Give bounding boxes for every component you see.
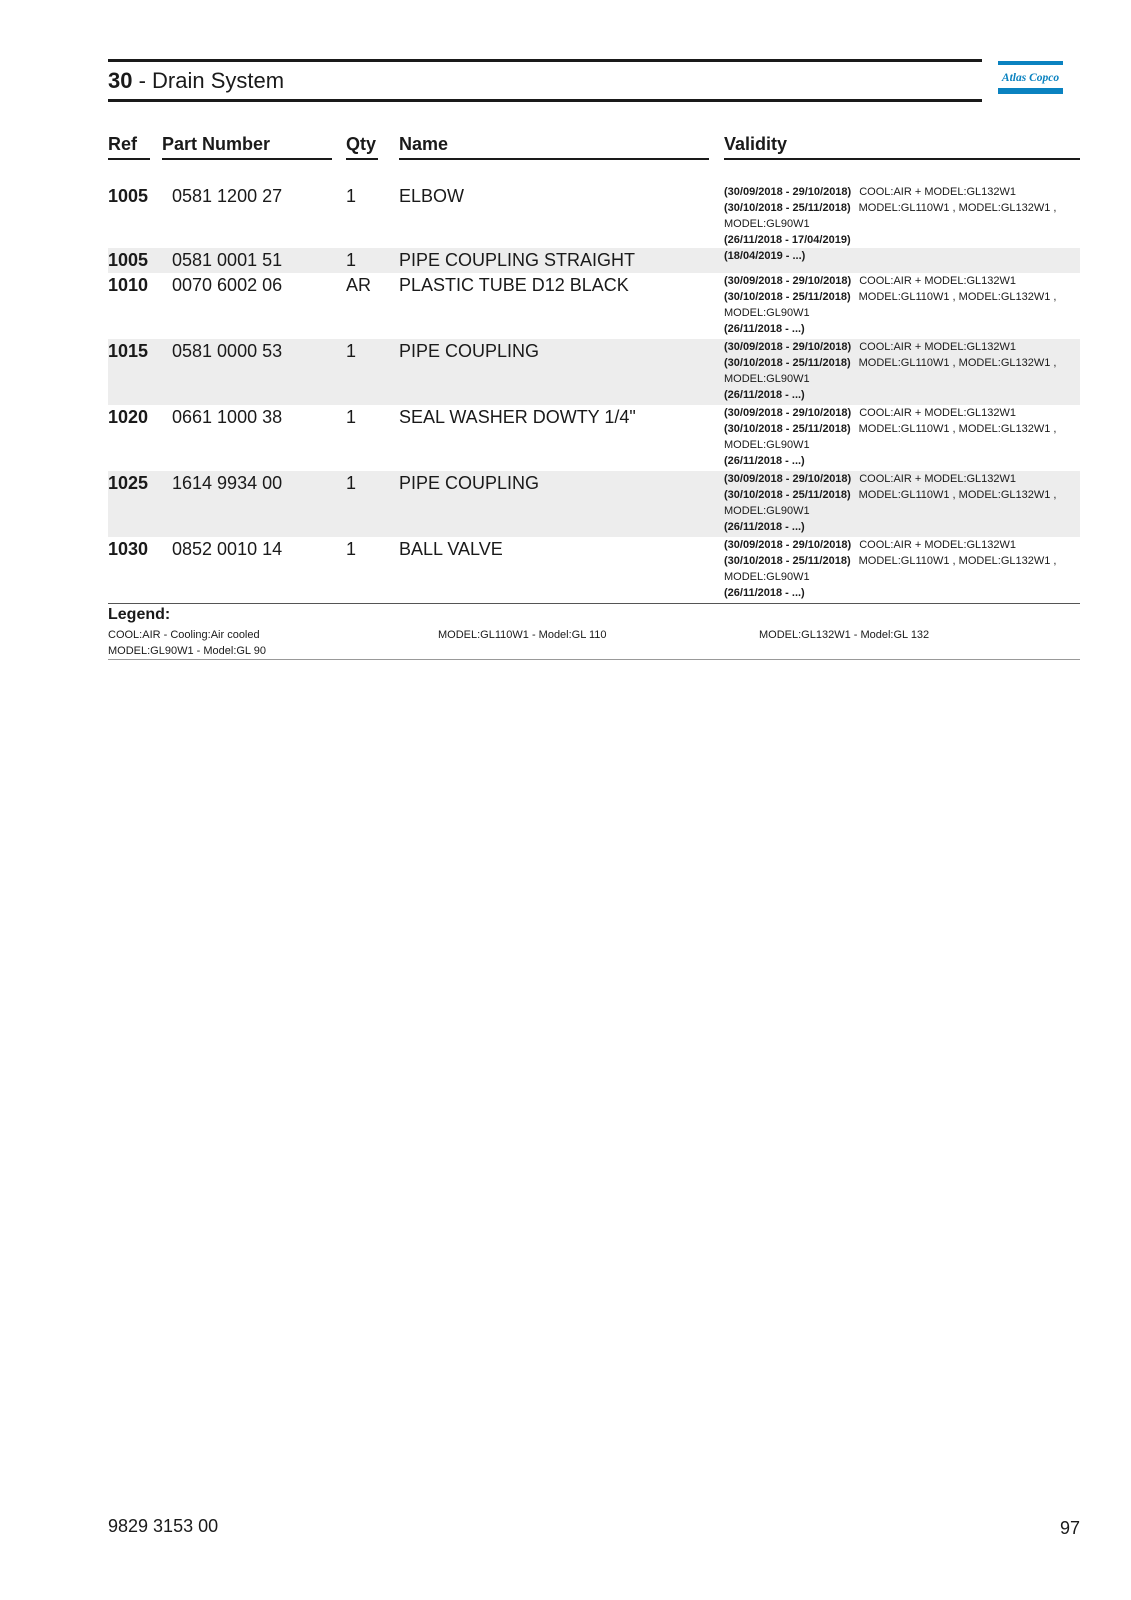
validity-date: (26/11/2018 - 17/04/2019) xyxy=(724,234,851,246)
validity-condition: MODEL:GL110W1 , MODEL:GL132W1 , xyxy=(858,555,1057,567)
legend-item: COOL:AIR - Cooling:Air cooled xyxy=(108,629,260,641)
validity-date: (26/11/2018 - ...) xyxy=(724,455,805,467)
validity-cell xyxy=(724,339,1080,403)
validity-date: (30/10/2018 - 25/11/2018) xyxy=(724,423,851,435)
part-number-cell: 0661 1000 38 xyxy=(172,407,283,427)
validity-line xyxy=(724,305,1080,321)
validity-condition: COOL:AIR + MODEL:GL132W1 xyxy=(859,473,1017,485)
validity-line xyxy=(724,405,1080,421)
name-cell: PIPE COUPLING STRAIGHT xyxy=(399,250,636,270)
legend-item: MODEL:GL90W1 - Model:GL 90 xyxy=(108,645,266,657)
validity-line xyxy=(724,387,1080,403)
validity-line xyxy=(724,421,1080,437)
validity-date: (26/11/2018 - ...) xyxy=(724,521,805,533)
validity-date: (30/09/2018 - 29/10/2018) xyxy=(724,407,852,419)
validity-cell xyxy=(724,471,1080,535)
legend-title: Legend: xyxy=(108,606,171,623)
section-name: Drain System xyxy=(152,68,285,93)
validity-line xyxy=(724,289,1080,305)
qty-cell: 1 xyxy=(346,186,357,206)
table-row xyxy=(108,273,1080,339)
validity-date: (26/11/2018 - ...) xyxy=(724,323,805,335)
atlas-copco-logo xyxy=(998,61,1063,94)
validity-line xyxy=(724,519,1080,535)
validity-condition: MODEL:GL110W1 , MODEL:GL132W1 , xyxy=(858,357,1057,369)
validity-condition: MODEL:GL90W1 xyxy=(724,505,810,517)
validity-date: (30/10/2018 - 25/11/2018) xyxy=(724,555,851,567)
validity-date: (30/10/2018 - 25/11/2018) xyxy=(724,202,851,214)
validity-date: (30/10/2018 - 25/11/2018) xyxy=(724,291,851,303)
validity-line xyxy=(724,453,1080,469)
ref-cell: 1020 xyxy=(108,407,149,427)
ref-cell: 1010 xyxy=(108,275,149,295)
table-row xyxy=(108,471,1080,537)
column-header-part-number: Part Number xyxy=(162,134,271,154)
column-header-validity: Validity xyxy=(724,134,788,154)
ref-cell: 1015 xyxy=(108,341,149,361)
part-number-cell: 0070 6002 06 xyxy=(172,275,283,295)
section-separator: - xyxy=(132,68,153,93)
legend-top-rule xyxy=(108,603,1080,604)
page-number: 97 xyxy=(1060,1518,1081,1538)
validity-line xyxy=(724,273,1080,289)
validity-cell xyxy=(724,273,1080,337)
ref-cell: 1025 xyxy=(108,473,149,493)
name-cell: PIPE COUPLING xyxy=(399,473,540,493)
qty-cell: 1 xyxy=(346,407,357,427)
document-number: 9829 3153 00 xyxy=(108,1516,219,1536)
legend-item: MODEL:GL132W1 - Model:GL 132 xyxy=(759,629,930,641)
table-row xyxy=(108,405,1080,471)
validity-condition: MODEL:GL110W1 , MODEL:GL132W1 , xyxy=(858,291,1057,303)
validity-condition: COOL:AIR + MODEL:GL132W1 xyxy=(859,275,1017,287)
qty-cell: AR xyxy=(346,275,372,295)
ref-cell: 1030 xyxy=(108,539,149,559)
validity-line xyxy=(724,553,1080,569)
name-cell: BALL VALVE xyxy=(399,539,503,559)
validity-date: (30/09/2018 - 29/10/2018) xyxy=(724,341,852,353)
validity-condition: COOL:AIR + MODEL:GL132W1 xyxy=(859,407,1017,419)
section-number: 30 xyxy=(108,68,133,93)
validity-line xyxy=(724,200,1080,216)
underline-ref xyxy=(108,158,150,160)
validity-line xyxy=(724,585,1080,601)
underline-part-number xyxy=(162,158,332,160)
validity-condition: MODEL:GL110W1 , MODEL:GL132W1 , xyxy=(858,423,1057,435)
validity-condition: MODEL:GL110W1 , MODEL:GL132W1 , xyxy=(858,202,1057,214)
validity-line xyxy=(724,248,1080,264)
qty-cell: 1 xyxy=(346,473,357,493)
validity-line xyxy=(724,503,1080,519)
validity-condition: MODEL:GL90W1 xyxy=(724,307,810,319)
table-row xyxy=(108,339,1080,405)
validity-date: (30/10/2018 - 25/11/2018) xyxy=(724,489,851,501)
section-title xyxy=(108,66,284,96)
validity-line xyxy=(724,569,1080,585)
logo-bar-bottom xyxy=(998,88,1063,94)
validity-condition: MODEL:GL90W1 xyxy=(724,571,810,583)
validity-date: (30/09/2018 - 29/10/2018) xyxy=(724,539,852,551)
name-cell: SEAL WASHER DOWTY 1/4" xyxy=(399,407,636,427)
underline-name xyxy=(399,158,709,160)
column-header-qty: Qty xyxy=(346,134,377,154)
validity-condition: MODEL:GL110W1 , MODEL:GL132W1 , xyxy=(858,489,1057,501)
name-cell: PIPE COUPLING xyxy=(399,341,540,361)
column-header-ref: Ref xyxy=(108,134,138,154)
validity-line xyxy=(724,232,1080,248)
underline-validity xyxy=(724,158,1080,160)
validity-line xyxy=(724,355,1080,371)
validity-cell xyxy=(724,405,1080,469)
validity-condition: MODEL:GL90W1 xyxy=(724,218,810,230)
table-row xyxy=(108,537,1080,603)
validity-line xyxy=(724,437,1080,453)
part-number-cell: 0581 1200 27 xyxy=(172,186,283,206)
validity-line xyxy=(724,184,1080,200)
qty-cell: 1 xyxy=(346,341,357,361)
name-cell: PLASTIC TUBE D12 BLACK xyxy=(399,275,629,295)
validity-cell xyxy=(724,184,1080,248)
ref-cell: 1005 xyxy=(108,186,149,206)
legend-bottom-rule xyxy=(108,659,1080,660)
table-row xyxy=(108,184,1080,248)
validity-line xyxy=(724,537,1080,553)
part-number-cell: 1614 9934 00 xyxy=(172,473,283,493)
part-number-cell: 0852 0010 14 xyxy=(172,539,283,559)
part-number-cell: 0581 0001 51 xyxy=(172,250,283,270)
validity-cell xyxy=(724,537,1080,601)
validity-line xyxy=(724,371,1080,387)
validity-date: (26/11/2018 - ...) xyxy=(724,587,805,599)
validity-date: (26/11/2018 - ...) xyxy=(724,389,805,401)
table-row xyxy=(108,248,1080,273)
validity-line xyxy=(724,339,1080,355)
validity-condition: COOL:AIR + MODEL:GL132W1 xyxy=(859,341,1017,353)
logo-text: Atlas Copco xyxy=(1001,72,1060,84)
ref-cell: 1005 xyxy=(108,250,149,270)
logo-bar-top xyxy=(998,61,1063,65)
validity-condition: COOL:AIR + MODEL:GL132W1 xyxy=(859,539,1017,551)
validity-date: (30/10/2018 - 25/11/2018) xyxy=(724,357,851,369)
validity-line xyxy=(724,321,1080,337)
name-cell: ELBOW xyxy=(399,186,465,206)
validity-date: (30/09/2018 - 29/10/2018) xyxy=(724,275,852,287)
validity-line xyxy=(724,471,1080,487)
column-header-name: Name xyxy=(399,134,449,154)
validity-condition: MODEL:GL90W1 xyxy=(724,373,810,385)
qty-cell: 1 xyxy=(346,250,357,270)
validity-condition: COOL:AIR + MODEL:GL132W1 xyxy=(859,186,1017,198)
legend-item: MODEL:GL110W1 - Model:GL 110 xyxy=(438,629,607,641)
part-number-cell: 0581 0000 53 xyxy=(172,341,283,361)
underline-qty xyxy=(346,158,378,160)
validity-date: (30/09/2018 - 29/10/2018) xyxy=(724,186,852,198)
validity-date: (18/04/2019 - ...) xyxy=(724,250,806,262)
validity-cell xyxy=(724,248,1080,264)
validity-line xyxy=(724,487,1080,503)
validity-condition: MODEL:GL90W1 xyxy=(724,439,810,451)
validity-date: (30/09/2018 - 29/10/2018) xyxy=(724,473,852,485)
page-header xyxy=(108,59,982,102)
qty-cell: 1 xyxy=(346,539,357,559)
validity-line xyxy=(724,216,1080,232)
